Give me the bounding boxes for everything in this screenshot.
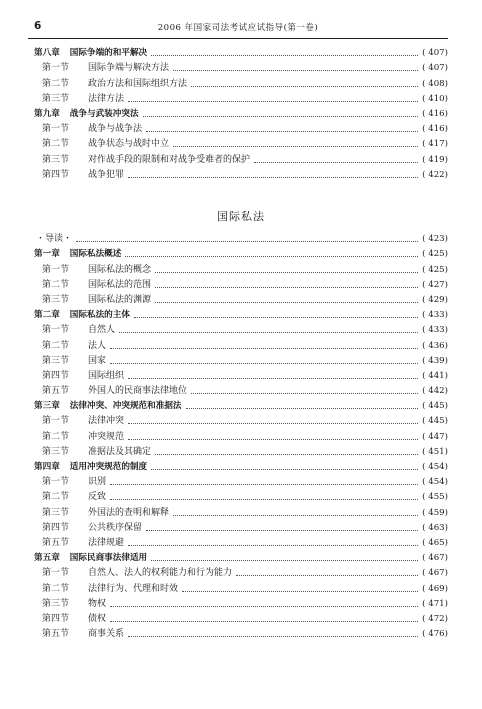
toc-section-entry	[34, 382, 448, 397]
toc-section-entry	[34, 519, 448, 534]
toc-page-number: ( 454)	[422, 462, 448, 472]
toc-entry-title: 反致	[88, 492, 107, 503]
toc-section-entry	[34, 336, 448, 351]
page-number: 6	[34, 20, 42, 32]
toc-entry-number: 第一节	[42, 264, 70, 275]
toc-section-entry	[34, 59, 448, 74]
toc-entry-label	[34, 461, 147, 473]
toc-entry-title: 物权	[88, 598, 107, 609]
toc-entry-label	[34, 491, 106, 503]
toc-entry-title: 法律方法	[88, 93, 125, 104]
toc-page-number: ( 472)	[422, 613, 448, 624]
dot-leader	[76, 240, 418, 242]
toc-section-entry	[34, 610, 448, 625]
toc-page-number: ( 433)	[422, 325, 448, 336]
toc-entry-label	[34, 583, 178, 595]
toc-entry-number: 第二节	[42, 340, 70, 351]
toc-entry-label	[34, 385, 187, 397]
toc-page-number: ( 465)	[422, 537, 448, 548]
toc-section-entry	[34, 135, 448, 150]
toc-section-entry	[34, 74, 448, 89]
dot-leader	[110, 483, 418, 485]
running-header	[28, 18, 448, 39]
toc-list-top	[34, 44, 448, 181]
toc-list-bottom	[34, 230, 448, 640]
toc-page-number: ( 408)	[422, 78, 448, 89]
toc-entry-number: 第三章	[34, 401, 60, 412]
toc-entry-number: 第一章	[34, 249, 60, 260]
toc-entry-title: 国家	[88, 355, 107, 366]
toc-section-entry	[34, 488, 448, 503]
toc-entry-number: 第二节	[42, 78, 70, 89]
toc-entry-title: 债权	[88, 613, 107, 624]
toc-entry-title: 识别	[88, 477, 107, 488]
dot-leader	[110, 605, 418, 607]
toc-page-number: ( 439)	[422, 355, 448, 366]
toc-entry-label	[34, 233, 72, 245]
toc-page-number: ( 451)	[422, 446, 448, 457]
toc-entry-number: 第五节	[42, 386, 70, 397]
toc-entry-label	[34, 294, 151, 306]
toc-page-number: ( 467)	[422, 553, 448, 564]
toc-section-entry	[34, 260, 448, 275]
toc-entry-label	[34, 169, 124, 181]
running-header-title: 2006 年国家司法考试应试指导(第一卷)	[157, 23, 319, 33]
toc-chapter-entry	[34, 306, 448, 321]
toc-entry-title: 法律行为、代理和时效	[88, 583, 179, 594]
toc-entry-number: 第五章	[34, 553, 60, 564]
toc-entry-label	[34, 355, 106, 367]
toc-entry-title: 适用冲突规范的制度	[69, 462, 148, 472]
toc-entry-label	[34, 613, 106, 625]
toc-entry-number: 第二章	[34, 310, 60, 321]
toc-entry-number: 第三节	[42, 355, 70, 366]
dot-leader	[236, 574, 418, 576]
toc-entry-title: 政治方法和国际组织方法	[88, 78, 188, 89]
part-title: 国际私法	[217, 210, 265, 223]
toc-entry-label	[34, 431, 124, 443]
toc-page-number: ( 463)	[422, 522, 448, 533]
dot-leader	[146, 529, 418, 531]
dot-leader	[173, 69, 418, 71]
dot-leader	[182, 590, 418, 592]
toc-entry-label	[34, 78, 187, 90]
toc-entry-label	[34, 62, 169, 74]
toc-entry-number: 第三节	[42, 93, 70, 104]
toc-chapter-entry	[34, 44, 448, 59]
dot-leader	[254, 161, 418, 163]
toc-entry-title: 法律冲突	[88, 416, 125, 427]
dot-leader	[110, 620, 418, 622]
toc-entry-number: 第三节	[42, 294, 70, 305]
toc-entry-title: 国际私法的范围	[88, 279, 152, 290]
toc-entry-number: 第二节	[42, 431, 70, 442]
toc-page-number: ( 416)	[422, 124, 448, 135]
toc-section-entry	[34, 595, 448, 610]
toc-section-entry	[34, 90, 448, 105]
toc-entry-label	[34, 598, 106, 610]
toc-page-number: ( 433)	[422, 310, 448, 321]
toc-entry-label	[34, 93, 124, 105]
toc-entry-label	[34, 370, 124, 382]
toc-chapter-entry	[34, 105, 448, 120]
toc-entry-number: 第二节	[42, 583, 70, 594]
toc-section-entry	[34, 276, 448, 291]
toc-entry-label	[34, 138, 169, 150]
toc-entry-label	[34, 123, 142, 135]
toc-entry-number: 第一节	[42, 124, 70, 135]
toc-entry-number: 第五节	[42, 629, 70, 640]
toc-entry-title: 冲突规范	[88, 431, 125, 442]
dot-leader	[128, 100, 418, 102]
toc-page-number: ( 467)	[422, 568, 448, 579]
toc-entry-label	[34, 47, 147, 59]
dot-leader	[155, 453, 418, 455]
toc-entry-title: 战争与战争法	[88, 124, 143, 135]
toc-entry-label	[34, 415, 124, 427]
dot-leader	[173, 145, 418, 147]
toc-entry-number: 第一节	[42, 325, 70, 336]
toc-entry-label	[34, 108, 139, 120]
toc-page-number: ( 425)	[422, 264, 448, 275]
toc-page-number: ( 419)	[422, 154, 448, 165]
toc-page-number: ( 410)	[422, 93, 448, 104]
dot-leader	[110, 347, 418, 349]
dot-leader	[155, 286, 418, 288]
toc-chapter-entry	[34, 245, 448, 260]
toc-entry-number: 第二节	[42, 279, 70, 290]
toc-entry-number: 第四节	[42, 370, 70, 381]
dot-leader	[128, 377, 418, 379]
toc-entry-title: 外国法的查明和解释	[88, 507, 170, 518]
toc-entry-title: 法人	[88, 340, 107, 351]
toc-section-entry	[34, 166, 448, 181]
toc-section-entry	[34, 625, 448, 640]
toc-page-number: ( 471)	[422, 598, 448, 609]
toc-section-entry	[34, 412, 448, 427]
toc-page-number: ( 454)	[422, 477, 448, 488]
toc-entry-title: 国际私法的主体	[69, 310, 130, 321]
toc-entry-title: 自然人、法人的权利能力和行为能力	[88, 568, 233, 579]
toc-section-entry	[34, 367, 448, 382]
dot-leader	[191, 392, 418, 394]
toc-entry-title: ・导读・	[36, 234, 73, 245]
toc-entry-title: 战争状态与战时中立	[88, 139, 170, 150]
toc-entry-number: 第三节	[42, 446, 70, 457]
dot-leader	[186, 407, 419, 409]
toc-entry-number: 第三节	[42, 507, 70, 518]
toc-entry-label	[34, 446, 151, 458]
toc-entry-title: 国际私法的渊源	[88, 294, 152, 305]
toc-entry-title: 战争与武装冲突法	[69, 108, 139, 119]
dot-leader	[128, 544, 418, 546]
toc-entry-number: 第八章	[34, 48, 60, 59]
dot-leader	[151, 468, 418, 470]
toc-entry-title: 公共秩序保留	[88, 522, 143, 533]
toc-entry-number: 第三节	[42, 598, 70, 609]
toc-page-number: ( 445)	[422, 401, 448, 412]
toc-entry-number: 第五节	[42, 537, 70, 548]
toc-page-number: ( 459)	[422, 507, 448, 518]
toc-section-entry	[34, 473, 448, 488]
toc-entry-title: 法律冲突、冲突规范和准据法	[69, 401, 182, 412]
toc-entry-label	[34, 279, 151, 291]
toc-entry-title: 国际组织	[88, 370, 125, 381]
toc-entry-label	[34, 340, 106, 352]
dot-leader	[191, 85, 418, 87]
toc-entry-label	[34, 309, 130, 321]
dot-leader	[155, 301, 418, 303]
toc-entry-number: 第四节	[42, 169, 70, 180]
toc-page-number: ( 442)	[422, 386, 448, 397]
toc-section-entry	[34, 443, 448, 458]
toc-entry-title: 外国人的民商事法律地位	[88, 386, 188, 397]
toc-entry-title: 国际私法的概念	[88, 264, 152, 275]
toc-entry-number: 第二节	[42, 492, 70, 503]
toc-entry-number: 第四章	[34, 462, 60, 472]
dot-leader	[173, 514, 418, 516]
toc-entry-label	[34, 248, 121, 260]
toc-section-entry	[34, 427, 448, 442]
toc-entry-title: 法律规避	[88, 537, 125, 548]
toc-entry-title: 准据法及其确定	[88, 446, 152, 457]
toc-page-number: ( 423)	[422, 234, 448, 245]
toc-entry-label	[34, 567, 232, 579]
dot-leader	[128, 422, 418, 424]
toc-page-number: ( 436)	[422, 340, 448, 351]
toc-entry-number: 第三节	[42, 154, 70, 165]
toc-entry-title: 国际争端的和平解决	[69, 48, 148, 59]
toc-entry-title: 自然人	[88, 325, 116, 336]
dot-leader	[134, 316, 418, 318]
toc-page-number: ( 445)	[422, 416, 448, 427]
toc-page-number: ( 447)	[422, 431, 448, 442]
toc-entry-number: 第一节	[42, 63, 70, 74]
toc-page-number: ( 476)	[422, 629, 448, 640]
dot-leader	[110, 362, 418, 364]
toc-page-number: ( 407)	[422, 48, 448, 59]
dot-leader	[151, 559, 418, 561]
toc-entry-label	[34, 628, 124, 640]
toc-entry-number: 第一节	[42, 477, 70, 488]
toc-entry-number: 第四节	[42, 613, 70, 624]
toc-section-entry	[34, 503, 448, 518]
dot-leader	[128, 176, 418, 178]
toc-entry-title: 国际争端与解决方法	[88, 63, 170, 74]
dot-leader	[143, 115, 419, 117]
toc-page-number: ( 407)	[422, 63, 448, 74]
dot-leader	[119, 331, 418, 333]
toc-guide-entry	[34, 230, 448, 245]
toc-entry-number: 第一节	[42, 416, 70, 427]
dot-leader	[128, 438, 418, 440]
toc-entry-number: 第九章	[34, 108, 60, 119]
toc-entry-label	[34, 507, 169, 519]
toc-page-number: ( 427)	[422, 279, 448, 290]
toc-page-number: ( 469)	[422, 583, 448, 594]
toc-entry-label	[34, 552, 147, 564]
toc-page-number: ( 416)	[422, 108, 448, 119]
toc-page-number: ( 417)	[422, 139, 448, 150]
toc-entry-label	[34, 537, 124, 549]
toc-entry-title: 国际私法概述	[69, 249, 122, 260]
toc-page-number: ( 455)	[422, 492, 448, 503]
toc-entry-title: 战争犯罪	[88, 169, 125, 180]
toc-entry-number: 第四节	[42, 522, 70, 533]
toc-chapter-entry	[34, 549, 448, 564]
toc-entry-number: 第一节	[42, 568, 70, 579]
toc-page-number: ( 441)	[422, 370, 448, 381]
toc-entry-label	[34, 154, 250, 166]
dot-leader	[128, 635, 418, 637]
toc-section-entry	[34, 291, 448, 306]
toc-section-entry	[34, 564, 448, 579]
toc-entry-title: 对作战手段的限制和对战争受难者的保护	[88, 154, 251, 165]
dot-leader	[155, 271, 418, 273]
toc-entry-number: 第二节	[42, 139, 70, 150]
dot-leader	[146, 130, 418, 132]
toc-section-entry	[34, 352, 448, 367]
dot-leader	[110, 498, 418, 500]
toc-section-entry	[34, 150, 448, 165]
toc-entry-label	[34, 400, 182, 412]
toc-entry-label	[34, 522, 142, 534]
toc-page-number: ( 429)	[422, 294, 448, 305]
toc-entry-label	[34, 324, 115, 336]
toc-entry-title: 商事关系	[88, 629, 125, 640]
toc-entry-title: 国际民商事法律适用	[69, 553, 148, 564]
toc-section-entry	[34, 120, 448, 135]
toc-page-number: ( 422)	[422, 169, 448, 180]
toc-chapter-entry	[34, 458, 448, 473]
toc-section-entry	[34, 534, 448, 549]
toc-entry-label	[34, 476, 106, 488]
toc-section-entry	[34, 321, 448, 336]
toc-entry-label	[34, 264, 151, 276]
dot-leader	[125, 255, 418, 257]
toc-section-entry	[34, 579, 448, 594]
dot-leader	[151, 54, 418, 56]
toc-chapter-entry	[34, 397, 448, 412]
toc-page-number: ( 425)	[422, 249, 448, 260]
